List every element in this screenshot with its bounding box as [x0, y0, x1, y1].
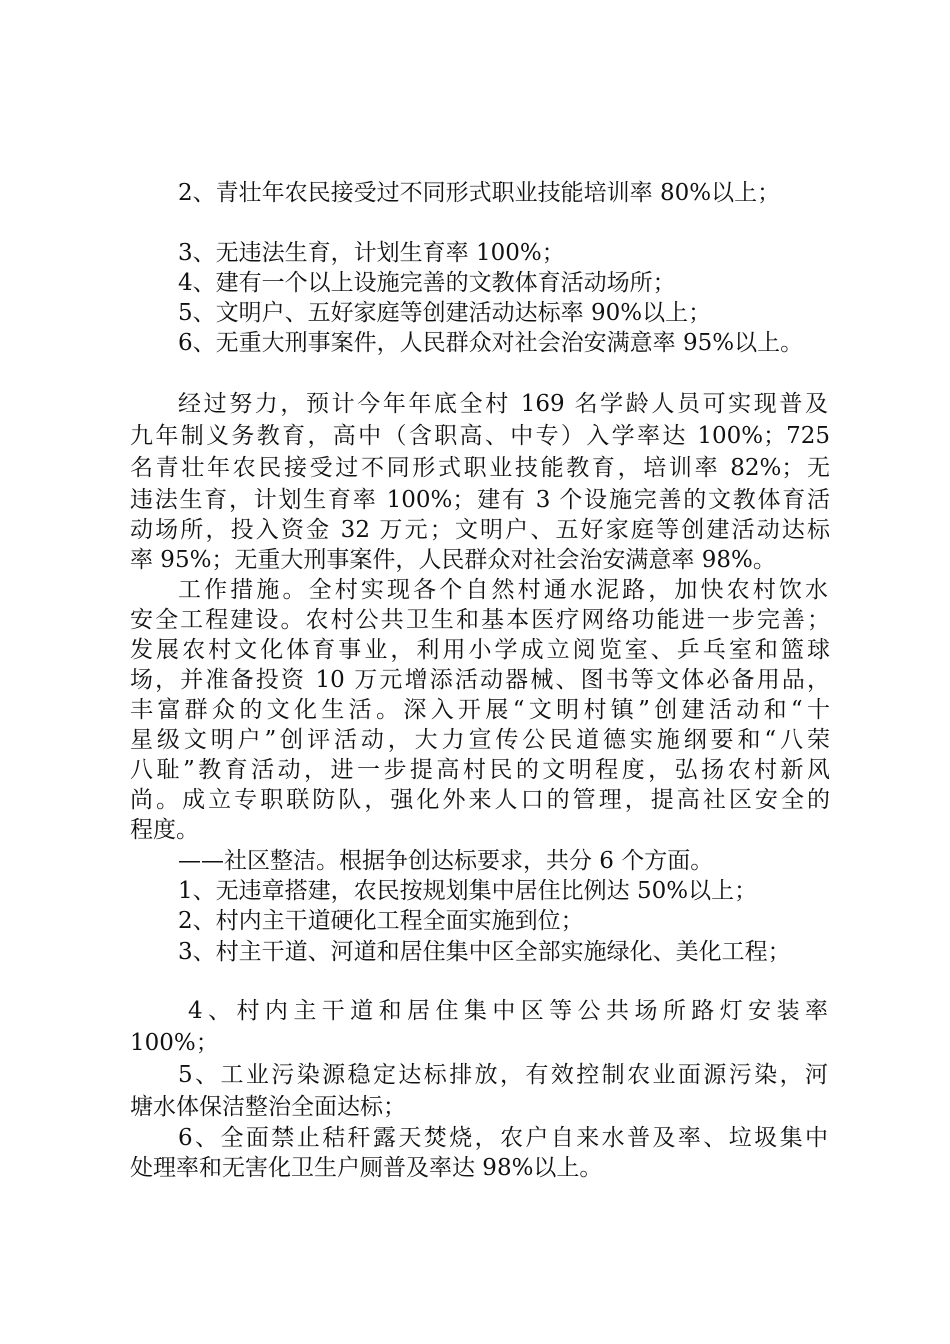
text-line: 发展农村文化体育事业，利用小学成立阅览室、乒乓室和篮球	[130, 637, 830, 663]
text-line: 1、无违章搭建，农民按规划集中居住比例达 50%以上；	[178, 878, 758, 904]
text-line: 名青壮年农民接受过不同形式职业技能教育，培训率 82%；无	[130, 455, 830, 481]
text-line: 5、文明户、五好家庭等创建活动达标率 90%以上；	[178, 300, 712, 326]
text-line: 5、工业污染源稳定达标排放，有效控制农业面源污染，河	[178, 1062, 828, 1088]
text-line: 星级文明户”创评活动，大力宣传公民道德实施纲要和“八荣	[130, 727, 830, 753]
text-line: 安全工程建设。农村公共卫生和基本医疗网络功能进一步完善；	[130, 607, 830, 633]
text-line: 程度。	[130, 817, 199, 843]
text-line: 九年制义务教育，高中（含职高、中专）入学率达 100%；725	[130, 423, 830, 449]
text-line: 丰富群众的文化生活。深入开展“文明村镇”创建活动和“十	[130, 697, 830, 723]
text-line: 3、村主干道、河道和居住集中区全部实施绿化、美化工程；	[178, 939, 791, 965]
text-line: 4、建有一个以上设施完善的文教体育活动场所；	[178, 270, 676, 296]
text-line: 尚。成立专职联防队，强化外来人口的管理，提高社区安全的	[130, 787, 830, 813]
text-line: 100%；	[130, 1030, 219, 1056]
text-line: 6、无重大刑事案件，人民群众对社会治安满意率 95%以上。	[178, 330, 804, 356]
text-line: 动场所，投入资金 32 万元；文明户、五好家庭等创建活动达标	[130, 517, 830, 543]
text-line: 违法生育，计划生育率 100%；建有 3 个设施完善的文教体育活	[130, 487, 830, 513]
text-line: 经过努力，预计今年年底全村 169 名学龄人员可实现普及	[178, 391, 828, 417]
text-line: 八耻”教育活动，进一步提高村民的文明程度，弘扬农村新风	[130, 757, 830, 783]
text-line: 工作措施。全村实现各个自然村通水泥路，加快农村饮水	[178, 577, 828, 603]
text-line: 场，并准备投资 10 万元增添活动器械、图书等文体必备用品，	[130, 667, 830, 693]
text-line: 6、全面禁止秸秆露天焚烧，农户自来水普及率、垃圾集中	[178, 1125, 828, 1151]
text-line: 塘水体保洁整治全面达标；	[130, 1094, 406, 1120]
text-line: 率 95%；无重大刑事案件，人民群众对社会治安满意率 98%。	[130, 547, 776, 573]
text-line: 2、村内主干道硬化工程全面实施到位；	[178, 908, 584, 934]
text-line: 处理率和无害化卫生户厕普及率达 98%以上。	[130, 1155, 603, 1181]
section-heading: ——社区整洁。根据争创达标要求，共分 6 个方面。	[178, 848, 714, 874]
text-line: 4、村内主干道和居住集中区等公共场所路灯安装率	[188, 998, 828, 1024]
text-line: 3、无违法生育，计划生育率 100%；	[178, 240, 565, 266]
text-line: 2、青壮年农民接受过不同形式职业技能培训率 80%以上；	[178, 180, 781, 206]
